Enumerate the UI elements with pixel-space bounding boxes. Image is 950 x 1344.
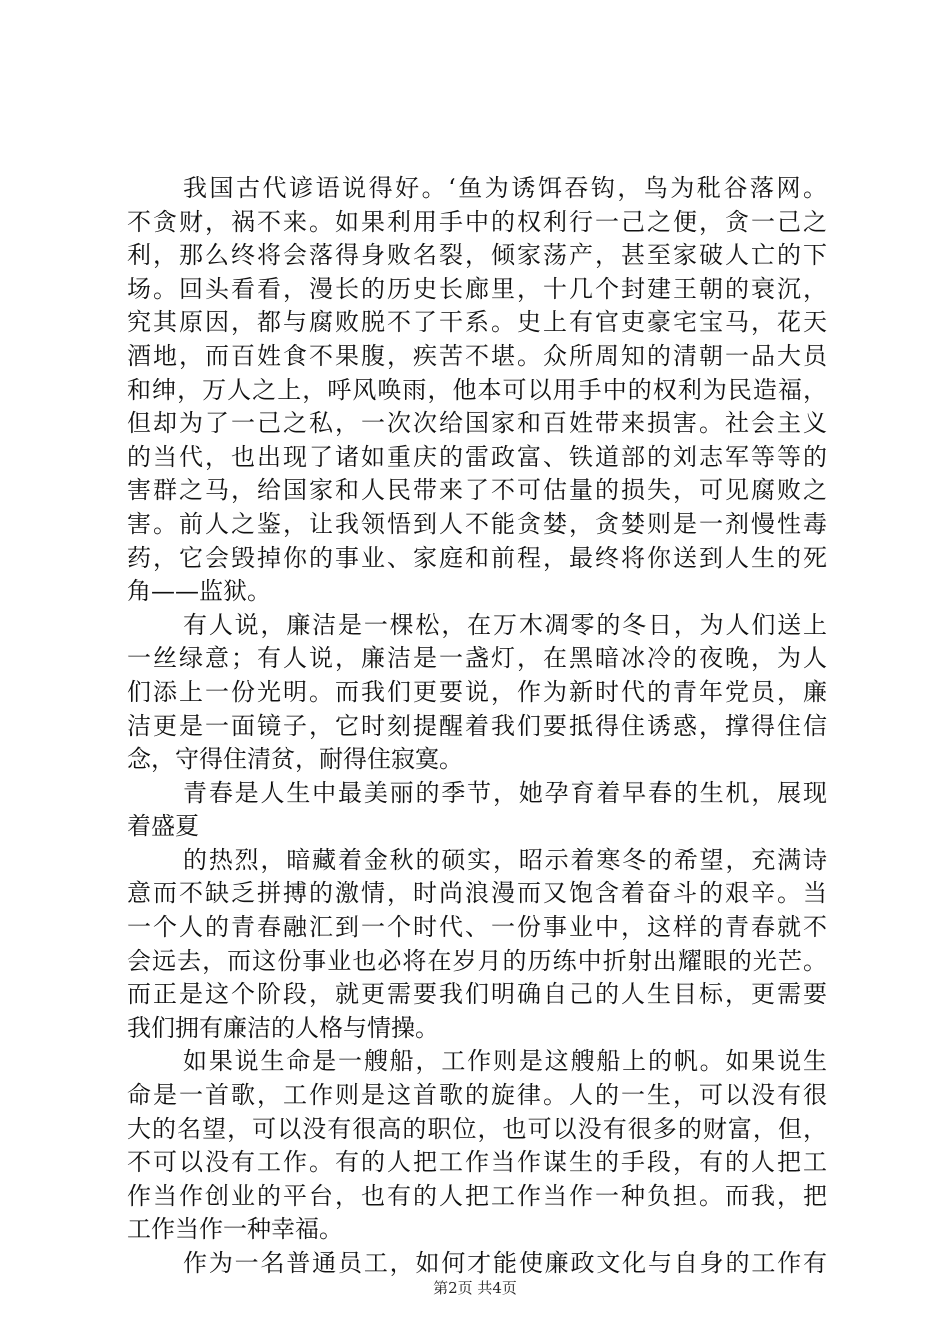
text-line: 念，守得住清贫，耐得住寂寞。	[127, 745, 463, 774]
text-line: 作为一名普通员工，如何才能使廉政文化与自身的工作有	[183, 1249, 827, 1277]
text-line: 但却为了一己之私，一次次给国家和百姓带来损害。社会主义	[127, 409, 827, 438]
text-line: 大的名望，可以没有很高的职位，也可以没有很多的财富，但，	[127, 1114, 827, 1143]
text-line: 药，它会毁掉你的事业、家庭和前程，最终将你送到人生的死	[127, 543, 827, 572]
text-line: 我们拥有廉洁的人格与情操。	[127, 1013, 439, 1042]
text-line: 和绅，万人之上，呼风唤雨，他本可以用手中的权利为民造福，	[127, 375, 827, 404]
text-line: 作当作创业的平台，也有的人把工作当作一种负担。而我，把	[127, 1181, 827, 1210]
text-line: 命是一首歌，工作则是这首歌的旋律。人的一生，可以没有很	[127, 1081, 827, 1110]
text-line: 如果说生命是一艘船，工作则是这艘船上的帆。如果说生	[183, 1047, 827, 1076]
page-footer: 第2页 共4页	[433, 1279, 517, 1297]
text-line: 着盛夏	[127, 812, 199, 841]
text-line: 工作当作一种幸福。	[127, 1215, 343, 1244]
text-line: 场。回头看看，漫长的历史长廊里，十几个封建王朝的衰沉，	[127, 274, 827, 303]
text-line: 一丝绿意；有人说，廉洁是一盏灯，在黑暗冰冷的夜晚，为人	[127, 644, 827, 673]
paragraph	[127, 844, 827, 1046]
text-line: 害。前人之鉴，让我领悟到人不能贪婪，贪婪则是一剂慢性毒	[127, 509, 827, 538]
text-line: 会远去，而这份事业也必将在岁月的历练中折射出耀眼的光芒。	[127, 946, 827, 975]
text-line: 们添上一份光明。而我们更要说，作为新时代的青年党员，廉	[127, 677, 827, 706]
text-line: 的当代，也出现了诸如重庆的雷政富、铁道部的刘志军等等的	[127, 442, 827, 471]
text-line: 究其原因，都与腐败脱不了干系。史上有官吏豪宅宝马，花天	[127, 308, 827, 337]
paragraph	[127, 172, 827, 609]
text-line: 不贪财，祸不来。如果利用手中的权利行一己之便，贪一己之	[127, 207, 827, 236]
document-body	[127, 172, 827, 1281]
text-line: 洁更是一面镜子，它时刻提醒着我们要抵得住诱惑，撑得住信	[127, 711, 827, 740]
text-line: 利，那么终将会落得身败名裂，倾家荡产，甚至家破人亡的下	[127, 241, 827, 270]
text-line: 我国古代谚语说得好。‘鱼为诱饵吞钩，鸟为秕谷落网。	[183, 174, 827, 202]
text-line: 一个人的青春融汇到一个时代、一份事业中，这样的青春就不	[127, 913, 827, 942]
text-line: 有人说，廉洁是一棵松，在万木凋零的冬日，为人们送上	[183, 610, 827, 639]
text-line: 而正是这个阶段，就更需要我们明确自己的人生目标，更需要	[127, 980, 827, 1009]
paragraph	[127, 1045, 827, 1247]
text-line: 的热烈，暗藏着金秋的硕实，昭示着寒冬的希望，充满诗	[183, 845, 827, 874]
paragraph	[127, 609, 827, 777]
text-line: 青春是人生中最美丽的季节，她孕育着早春的生机，展现	[183, 778, 827, 807]
text-line: 酒地，而百姓食不果腹，疾苦不堪。众所周知的清朝一品大员	[127, 341, 827, 370]
text-line: 意而不缺乏拼搏的激情，时尚浪漫而又饱含着奋斗的艰辛。当	[127, 879, 827, 908]
paragraph	[127, 1247, 827, 1281]
text-line: 害群之马，给国家和人民带来了不可估量的损失，可见腐败之	[127, 476, 827, 505]
text-line: 角——监狱。	[127, 577, 271, 606]
text-line: 不可以没有工作。有的人把工作当作谋生的手段，有的人把工	[127, 1148, 827, 1177]
paragraph	[127, 777, 827, 844]
